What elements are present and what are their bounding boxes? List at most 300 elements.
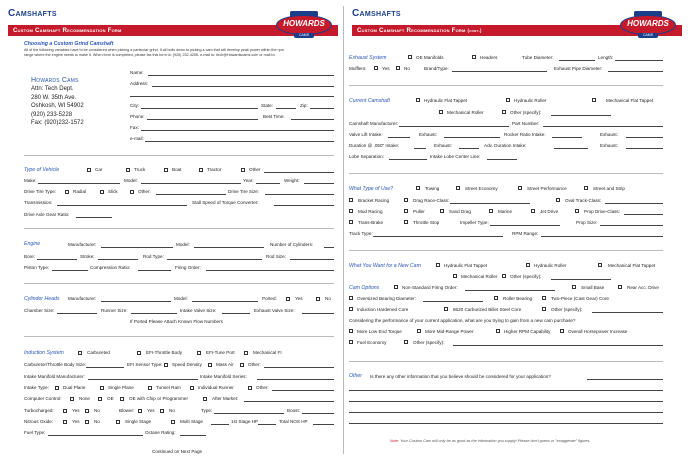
year-label: Year: [243,178,254,183]
cylinders-label: Number of Cylinders: [270,242,314,247]
billet-core-checkbox[interactable] [444,307,448,311]
other-vehicle-field[interactable] [264,172,334,173]
divider [24,228,334,229]
gain-other-checkbox[interactable] [404,340,408,344]
new-other-checkbox[interactable] [502,274,506,278]
aftermarket-field[interactable] [244,401,334,402]
headers-label: Headers [480,55,498,60]
other-vehicle-checkbox[interactable] [241,168,245,172]
current-hr-label: Hydraulic Roller [514,98,547,103]
two-piece-checkbox[interactable] [542,296,546,300]
chamber-size-field[interactable] [57,313,97,314]
other-sensor-checkbox[interactable] [240,363,244,367]
city-field[interactable] [141,108,258,109]
multi-stage-checkbox[interactable] [171,420,175,424]
street-strip-label: Street and Strip [593,186,625,191]
part-number-field[interactable] [543,126,663,127]
boost-label: Boost: [287,408,301,413]
other-intake-field[interactable] [272,390,334,391]
aftermarket-label: After Market: [212,396,239,401]
heads-manufacturer-field[interactable] [101,301,171,302]
new-hft-checkbox[interactable] [436,263,440,267]
prop-drive-field[interactable] [624,214,663,215]
drag-race-checkbox[interactable] [404,198,408,202]
nitrous-no-label: No [94,419,100,424]
valve-lift-field[interactable] [388,137,410,138]
turbo-no-checkbox[interactable] [85,409,89,413]
mechanical-fi-checkbox[interactable] [244,351,248,355]
low-end-torque-checkbox[interactable] [349,329,353,333]
low-end-torque-label: More Low End Torque [357,329,402,334]
turbo-yes-label: Yes [72,408,80,413]
oe-manifolds-label: OE Manifolds [416,55,444,60]
other-vehicle-label: Other [249,167,261,172]
options-other-label: Other (specify): [551,307,583,312]
tractor-label: Tractor [207,167,222,172]
address-line: Oshkosh, WI 54902 [31,103,84,110]
rod-size-field[interactable] [290,259,334,260]
adv-exhaust-label: Exhaust: [600,143,618,148]
intake-series-label: Intake Manifold Series: [200,374,247,379]
lobe-separation-field[interactable] [389,159,427,160]
track-type-field[interactable] [373,236,503,237]
state-field[interactable] [276,108,296,109]
octane-label: Octane Rating: [145,430,176,435]
compression-label: Compression Ratio: [90,265,131,270]
intake-manifold-field[interactable] [88,379,198,380]
heads-manufacturer-label: Manufacturer: [68,296,97,301]
ported-yes-checkbox[interactable] [286,297,290,301]
trans-brake-checkbox[interactable] [349,220,353,224]
runner-size-field[interactable] [131,313,177,314]
howards-cams-logo: HOWARDS CAMS [620,11,676,39]
weight-label: Weight: [284,178,300,183]
slick-label: Slick [108,189,118,194]
divider [349,173,663,174]
other-sensor-field[interactable] [264,367,334,368]
other-section-title: Other [349,373,362,379]
single-stage-checkbox[interactable] [116,420,120,424]
year-field[interactable] [256,183,280,184]
puller-label: Puller [413,209,425,214]
blower-no-label: No [169,408,175,413]
duration-exhaust-label: Exhaust: [434,143,452,148]
oe-manifolds-checkbox[interactable] [408,55,412,59]
mufflers-no-checkbox[interactable] [396,66,400,70]
address-company: Howards Cams [31,77,79,84]
model-field[interactable] [141,183,241,184]
prop-size-field[interactable] [600,225,663,226]
best-time-label: Best Time: [263,114,285,119]
throttle-stop-checkbox[interactable] [404,220,408,224]
other-field-2[interactable] [349,390,663,391]
adv-exhaust-field[interactable] [626,148,663,149]
overall-hp-checkbox[interactable] [560,329,564,333]
street-performance-checkbox[interactable] [518,186,522,190]
address-line: (920) 233-5228 [31,111,73,118]
towing-label: Towing [425,186,440,191]
truck-label: Truck [134,167,146,172]
radial-checkbox[interactable] [65,190,69,194]
single-plane-label: Single Plane [108,385,134,390]
oe-checkbox[interactable] [98,397,102,401]
dual-plane-label: Dual Plane [63,385,86,390]
valve-lift-label: Valve Lift Intake: [349,132,383,137]
exhaust-section-title: Exhaust System [349,55,387,61]
part-number-label: Part Number: [512,121,540,126]
rocker-ratio-field[interactable] [552,137,582,138]
email-field[interactable] [145,141,334,142]
lobe-separation-label: Lobe Separation: [349,154,384,159]
single-plane-checkbox[interactable] [100,386,104,390]
efi-throttle-checkbox[interactable] [137,351,141,355]
oval-track-field[interactable] [605,203,663,204]
address-line: Attn: Tech Dept. [31,86,74,93]
current-cam-section-title: Current Camshaft [349,98,390,104]
sand-drag-label: Sand Drag [449,209,471,214]
page-title: Camshafts [352,8,401,19]
rod-size-label: Rod Size: [266,254,286,259]
speed-density-checkbox[interactable] [164,363,168,367]
new-other-label: Other (specify): [510,274,542,279]
heads-model-field[interactable] [192,301,258,302]
turbo-no-label: No [94,408,100,413]
drive-tire-size-field[interactable] [265,194,334,195]
rocker-exhaust-label: Exhaust: [600,132,618,137]
single-stage-label: Single Stage [125,419,152,424]
choose-title: Choosing a Custom Grind Camshaft [24,41,114,47]
non-standard-firing-label: Non-Standard Firing Order: [402,285,458,290]
sand-drag-checkbox[interactable] [440,209,444,213]
intake-series-field[interactable] [257,379,334,380]
other-field-4[interactable] [349,412,663,413]
roller-bearing-checkbox[interactable] [494,296,498,300]
current-hft-checkbox[interactable] [416,98,420,102]
drag-race-label: Drag Race-Class: [413,198,450,203]
computer-control-label: Computer Control: [24,396,62,401]
fuel-type-field[interactable] [48,435,143,436]
current-other-field[interactable] [551,115,611,116]
non-standard-firing-field[interactable] [465,290,555,291]
weight-field[interactable] [304,183,334,184]
rpm-range-label: RPM Range: [512,231,539,236]
current-mft-checkbox[interactable] [592,98,596,102]
bracket-racing-label: Bracket Racing [358,198,390,203]
new-mft-checkbox[interactable] [598,263,602,267]
new-mr-checkbox[interactable] [453,274,457,278]
adv-duration-label: Adv. Duration Intake: [484,143,527,148]
boat-checkbox[interactable] [164,168,168,172]
intake-valve-label: Intake Valve Size: [180,308,217,313]
slick-checkbox[interactable] [100,190,104,194]
make-label: Make: [24,178,37,183]
intake-valve-field[interactable] [222,313,250,314]
blower-yes-checkbox[interactable] [138,409,142,413]
prop-drive-label: Prop Drive-Class: [584,209,620,214]
current-other-label: Other (specify): [510,110,542,115]
note-label: Note: [390,439,400,443]
track-type-label: Track Type: [349,231,373,236]
blower-type-field[interactable] [214,413,284,414]
small-base-label: Small Base [581,285,605,290]
pipe-diameter-field[interactable] [608,71,663,72]
stall-speed-field[interactable] [274,205,334,206]
oe-chip-checkbox[interactable] [120,397,124,401]
other-intake-checkbox[interactable] [248,386,252,390]
axle-ratio-field[interactable] [76,217,112,218]
firing-order-field[interactable] [206,270,334,271]
address-line: Fax: (920)232-1572 [31,120,84,127]
car-checkbox[interactable] [87,168,91,172]
induction-section-title: Induction System [24,350,64,356]
other-tire-field[interactable] [156,194,226,195]
address-label: Address: [130,81,149,86]
oversized-bearing-checkbox[interactable] [349,296,353,300]
oval-track-checkbox[interactable] [556,198,560,202]
options-other-checkbox[interactable] [542,307,546,311]
divider [24,155,334,156]
heads-model-label: Model: [174,296,188,301]
adv-duration-field[interactable] [554,148,588,149]
higher-rpm-label: Higher RPM Capability [504,329,551,334]
fax-field[interactable] [141,130,334,131]
make-field[interactable] [38,183,120,184]
new-hft-label: Hydraulic Flat Tappet [444,263,488,268]
fuel-economy-checkbox[interactable] [349,340,353,344]
street-strip-checkbox[interactable] [584,186,588,190]
other-sensor-label: Other: [248,362,261,367]
footer-note [390,440,591,444]
options-other-field[interactable] [592,312,663,313]
other-tire-label: Other: [138,189,151,194]
aftermarket-checkbox[interactable] [203,397,207,401]
mud-racing-checkbox[interactable] [349,209,353,213]
total-nos-field[interactable] [258,424,276,425]
none-checkbox[interactable] [70,397,74,401]
bore-field[interactable] [37,259,77,260]
oversized-bearing-label: Oversized Bearing Diameter: [357,296,416,301]
current-hft-label: Hydraulic Flat Tappet [424,98,468,103]
small-base-checkbox[interactable] [572,285,576,289]
marine-checkbox[interactable] [489,209,493,213]
current-mr-checkbox[interactable] [439,110,443,114]
stall-speed-label: Stall Speed of Torque Converter: [192,200,259,205]
ported-yes-label: Yes [295,296,303,301]
turbo-yes-checkbox[interactable] [63,409,67,413]
state-label: State: [261,103,274,108]
throttle-stop-label: Throttle Stop [413,220,440,225]
new-cam-section-title: What You Want for a New Cam [349,263,421,269]
vehicle-section-title: Type of Vehicle [24,167,60,173]
form-page-right [344,0,688,459]
divider [349,85,663,86]
octane-field[interactable] [180,435,206,436]
axle-ratio-label: Drive Axle Gear Ratio: [24,212,70,217]
efi-tune-port-checkbox[interactable] [197,351,201,355]
mufflers-yes-label: Yes [382,66,390,71]
overall-hp-label: Overall Horsepower Increase [568,329,628,334]
prop-size-label: Prop Size: [576,220,598,225]
mailing-address [31,77,84,127]
page-title: Camshafts [8,8,57,19]
tunnel-ram-checkbox[interactable] [148,386,152,390]
trans-brake-label: Trans-Brake [358,220,384,225]
drive-tire-size-label: Drive Tire Size: [228,189,260,194]
bracket-racing-checkbox[interactable] [349,198,353,202]
none-label: None [79,396,90,401]
address-field-2[interactable] [130,96,334,97]
current-hr-checkbox[interactable] [506,98,510,102]
individual-runner-checkbox[interactable] [190,386,194,390]
transmission-label: Transmission: [24,200,53,205]
gain-other-label: Other (specify): [413,340,445,345]
duration-exhaust-field[interactable] [459,148,479,149]
piston-type-field[interactable] [52,270,88,271]
lift-exhaust-field[interactable] [444,137,500,138]
dual-plane-checkbox[interactable] [55,386,59,390]
stroke-field[interactable] [98,259,138,260]
street-economy-checkbox[interactable] [456,186,460,190]
rear-acc-drive-label: Rear Acc. Drive [627,285,659,290]
jet-drive-checkbox[interactable] [531,209,535,213]
divider [24,336,334,337]
brand-type-label: Brand/Type: [424,66,449,71]
carbureted-label: Carbureted [87,350,110,355]
note-text: Your Custom Cam will only be as good as the information you supply! Please don't guess or "exaggerate" figures. [400,439,591,443]
blower-type-label: Type: [201,408,213,413]
city-label: City: [130,103,140,108]
total-nos-label: Total NOS HP [279,419,308,424]
name-field[interactable] [148,75,334,76]
rocker-exhaust-field[interactable] [626,137,663,138]
new-hr-checkbox[interactable] [526,263,530,267]
towing-checkbox[interactable] [416,186,420,190]
mechanical-fi-label: Mechanical FI [253,350,282,355]
headers-checkbox[interactable] [472,55,476,59]
address-field[interactable] [152,86,334,87]
speed-density-label: Speed Density [172,362,202,367]
new-hr-label: Hydraulic Roller [534,263,567,268]
mass-air-checkbox[interactable] [208,363,212,367]
engine-section-title: Engine [24,241,41,247]
exhaust-valve-field[interactable] [302,313,334,314]
nitrous-no-checkbox[interactable] [85,420,89,424]
chamber-size-label: Chamber Size: [24,308,55,313]
form-title-band: Custom Camshaft Recommendation Form [8,25,338,36]
puller-checkbox[interactable] [404,209,408,213]
pipe-diameter-label: Exhaust Pipe Diameter: [554,66,603,71]
total-nos-field-2[interactable] [313,424,334,425]
rpm-range-field[interactable] [541,236,663,237]
oe-label: OE [107,396,114,401]
boat-label: Boat [172,167,182,172]
other-tire-checkbox[interactable] [130,190,134,194]
divider [24,283,334,284]
rod-type-field[interactable] [167,259,262,260]
mufflers-yes-checkbox[interactable] [374,66,378,70]
blower-yes-label: Yes [147,408,155,413]
engine-model-field[interactable] [194,247,264,248]
choose-text-1: All of the following variables have to be considered when picking a particular grind. It all boils down to picking a cam that will develop peak power within the rpm [24,48,284,52]
ported-no-checkbox[interactable] [316,297,320,301]
drag-race-field[interactable] [450,203,530,204]
runner-size-label: Runner Size: [101,308,128,313]
mufflers-no-label: No [404,66,410,71]
carbureted-checkbox[interactable] [78,351,82,355]
efi-tune-port-label: EFI-Tune Port [206,350,235,355]
prop-drive-checkbox[interactable] [575,209,579,213]
boost-field[interactable] [302,413,334,414]
carb-size-field[interactable] [86,367,124,368]
gain-other-field[interactable] [453,345,663,346]
induction-hardened-checkbox[interactable] [349,307,353,311]
mud-racing-label: Mud Racing [358,209,383,214]
new-mft-label: Mechanical Flat Tappet [608,263,656,268]
mid-range-checkbox[interactable] [417,329,421,333]
engine-manufacturer-label: Manufacturer: [68,242,97,247]
bore-label: Bore: [24,254,35,259]
car-label: Car [95,167,103,172]
tractor-checkbox[interactable] [199,168,203,172]
current-other-checkbox[interactable] [502,110,506,114]
non-standard-firing-checkbox[interactable] [394,285,398,289]
compression-field[interactable] [138,270,171,271]
impeller-type-label: Impeller Type: [460,220,489,225]
duration-label: Duration @ .050" Intake: [349,143,400,148]
best-time-field[interactable] [291,119,334,120]
mid-range-label: More Mid-Range Power [425,329,474,334]
zip-label: Zip: [300,103,308,108]
mufflers-label: Mufflers: [349,66,367,71]
other-intake-label: Other: [256,385,269,390]
new-other-field[interactable] [551,279,611,280]
phone-label: Phone: [130,114,145,119]
oval-track-label: Oval Track-Class: [565,198,602,203]
drive-tire-type-label: Drive Tire Type: [24,189,57,194]
oversized-bearing-field[interactable] [423,301,483,302]
brand-type-field[interactable] [452,71,547,72]
higher-rpm-checkbox[interactable] [496,329,500,333]
ported-label: Ported: [262,296,277,301]
ported-no-label: No [325,296,331,301]
blower-no-checkbox[interactable] [160,409,164,413]
other-field-5[interactable] [349,423,663,424]
length-field[interactable] [615,60,663,61]
rear-acc-drive-checkbox[interactable] [618,285,622,289]
cam-manufacturer-label: Camshaft Manufacturer: [349,121,399,126]
name-label: Name: [130,70,144,75]
other-field-1[interactable] [587,379,663,380]
transmission-field[interactable] [57,205,187,206]
cam-manufacturer-field[interactable] [399,126,509,127]
stroke-label: Stroke: [80,254,95,259]
tube-diameter-field[interactable] [559,60,595,61]
phone-field[interactable] [147,119,258,120]
truck-checkbox[interactable] [126,168,130,172]
nitrous-yes-checkbox[interactable] [63,420,67,424]
duration-field[interactable] [414,148,426,149]
zip-field[interactable] [310,108,334,109]
multi-stage-label: Multi Stage [180,419,203,424]
impeller-type-field[interactable] [490,225,560,226]
first-stage-field[interactable] [211,424,229,425]
mass-air-label: Mass Air [216,362,234,367]
other-field-3[interactable] [349,401,663,402]
cylinders-field[interactable] [324,247,334,248]
engine-manufacturer-field[interactable] [101,247,173,248]
gain-question: Considering the performance of your current application, what are you trying to gain from a new cam purchase? [349,318,576,323]
lobe-center-field[interactable] [487,159,517,160]
